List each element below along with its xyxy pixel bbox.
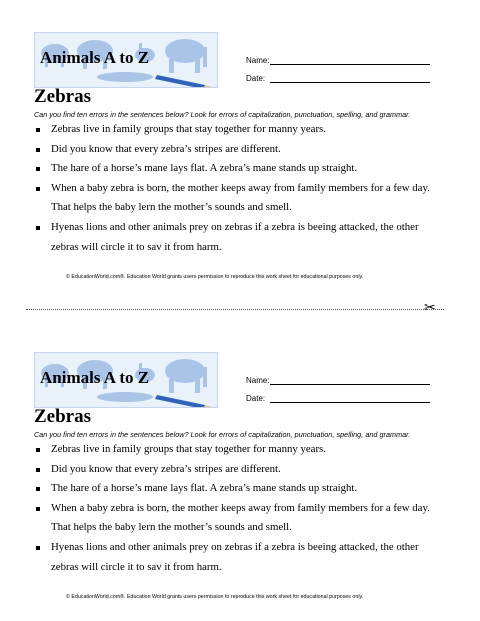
date-field[interactable]	[246, 394, 265, 403]
worksheet-bottom	[0, 320, 480, 620]
name-field[interactable]	[246, 376, 270, 385]
date-line	[270, 82, 430, 83]
date-field[interactable]	[246, 74, 265, 83]
copyright-notice: © EducationWorld.com®. Education World grants users permission to reproduce this work sheet for educational purposes only.	[66, 274, 364, 280]
copyright-notice: © EducationWorld.com®. Education World grants users permission to reproduce this work sheet for educational purposes only.	[66, 594, 364, 600]
list-item: When a baby zebra is born, the mother keeps away from family members for a few day. That helps the baby lern the mother’s sounds and smell.	[30, 179, 440, 218]
worksheet-title: Zebras	[34, 86, 91, 107]
sentence-list	[30, 440, 440, 577]
list-item: The hare of a horse’s mane lays flat. A zebra’s mane stands up straight.	[30, 479, 440, 499]
banner-title: Animals A to Z	[40, 48, 150, 67]
pencil-icon	[155, 73, 217, 88]
list-item: Did you know that every zebra’s stripes are different.	[30, 460, 440, 480]
worksheet-top	[0, 0, 480, 300]
animals-banner	[34, 32, 218, 88]
worksheet-title: Zebras	[34, 406, 91, 427]
list-item: Did you know that every zebra’s stripes are different.	[30, 140, 440, 160]
date-label: Date:	[246, 74, 266, 83]
name-field[interactable]	[246, 56, 270, 65]
name-label: Name:	[246, 376, 270, 385]
banner-title: Animals A to Z	[40, 368, 150, 387]
sentence-list	[30, 120, 440, 257]
instructions: Can you find ten errors in the sentences below? Look for errors of capitalization, punctuation, spelling, and grammar.	[34, 110, 411, 119]
name-line	[270, 384, 430, 385]
cut-line	[26, 309, 444, 310]
list-item: When a baby zebra is born, the mother keeps away from family members for a few day. That helps the baby lern the mother’s sounds and smell.	[30, 499, 440, 538]
list-item: Hyenas lions and other animals prey on zebras if a zebra is beeing attacked, the other zebras will circle it to sav it from harm.	[30, 218, 440, 257]
list-item: The hare of a horse’s mane lays flat. A zebra’s mane stands up straight.	[30, 159, 440, 179]
date-label: Date:	[246, 394, 266, 403]
animals-banner	[34, 352, 218, 408]
name-label: Name:	[246, 56, 270, 65]
scissors-icon: ✂	[424, 300, 436, 316]
date-line	[270, 402, 430, 403]
name-line	[270, 64, 430, 65]
pencil-icon	[155, 393, 217, 408]
instructions: Can you find ten errors in the sentences below? Look for errors of capitalization, punctuation, spelling, and grammar.	[34, 430, 411, 439]
list-item: Zebras live in family groups that stay together for manny years.	[30, 120, 440, 140]
list-item: Zebras live in family groups that stay together for manny years.	[30, 440, 440, 460]
list-item: Hyenas lions and other animals prey on zebras if a zebra is beeing attacked, the other zebras will circle it to sav it from harm.	[30, 538, 440, 577]
